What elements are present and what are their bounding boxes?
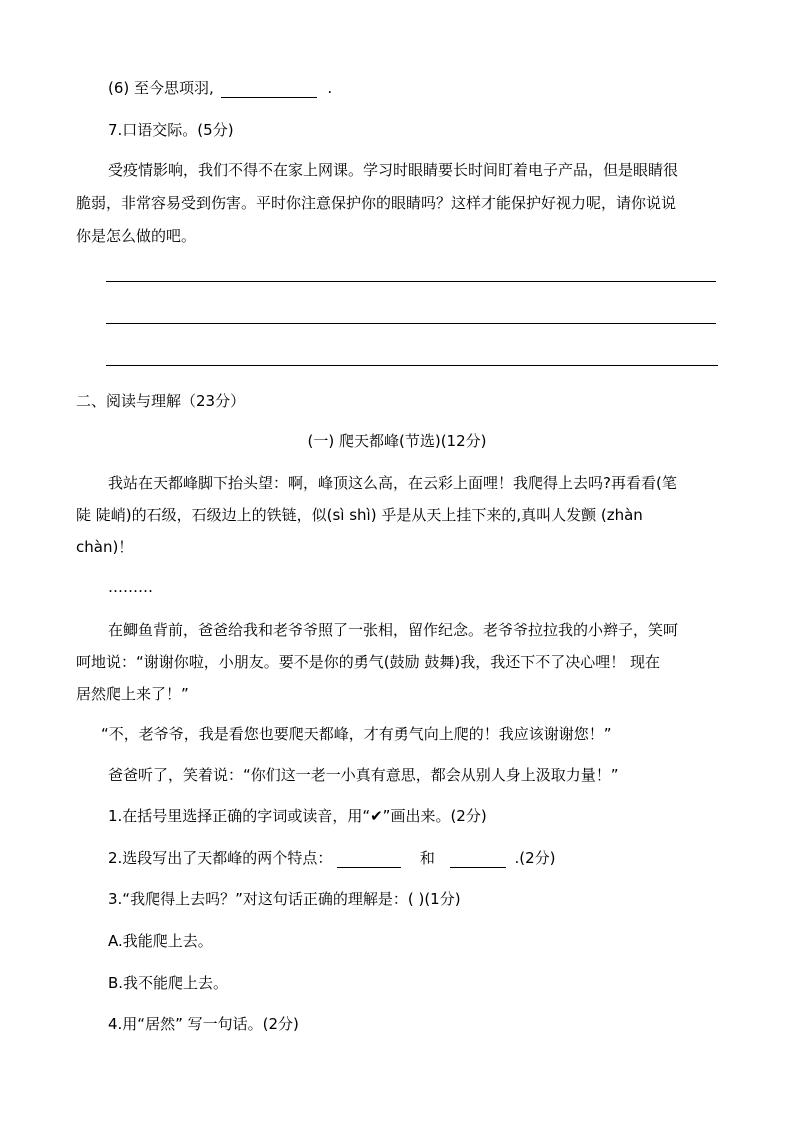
question-3-option-b: B.我不能爬上去。 [108,974,229,992]
question-3: 3.“我爬得上去吗？”对这句话正确的理解是：( )(1分) [108,890,461,908]
question-2-and: 和 [419,849,435,867]
question-1 [108,806,487,826]
passage-p2-line-3: 居然爬上来了！” [76,685,189,703]
passage-p2-line-1: 在鲫鱼背前，爸爸给我和老爷爷照了一张相，留作纪念。老爷爷拉拉我的小辫子，笑呵 [108,621,679,639]
passage-p1-line-2: 陡 陡峭)的石级，石级边上的铁链，似(sì shì) 乎是从天上挂下来的,真叫人发颤 (zhàn [76,506,643,524]
question-1-text-end: ”画出来。(2分) [382,807,487,825]
question-4: 4.用“居然” 写一句话。(2分) [108,1015,299,1033]
passage-p1-line-3: chàn)！ [76,538,134,556]
q6-suffix: . [327,79,333,97]
q6-prefix: (6) 至今思项羽, [108,79,214,97]
question-1-text-start: 1.在括号里选择正确的字词或读音，用“ [108,807,371,825]
passage-p3: “不，老爷爷，我是看您也要爬天都峰，才有勇气向上爬的！我应该谢谢您！” [101,725,612,743]
question-2-score: .(2分) [514,849,556,867]
question-2 [108,848,556,868]
passage-ellipsis: ……… [108,578,153,596]
question-3-option-a: A.我能爬上去。 [108,932,213,950]
q7-answer-line-1[interactable] [106,281,716,282]
q7-heading: 7.口语交际。(5分) [108,121,234,139]
q7-para-line-3: 你是怎么做的吧。 [76,227,197,245]
section2-heading: 二、阅读与理解（23分） [76,392,246,410]
passage-p1-line-1: 我站在天都峰脚下抬头望：啊，峰顶这么高，在云彩上面哩！我爬得上去吗?再看看(笔 [108,474,677,492]
question-2-blank-2[interactable] [450,851,506,868]
passage-p2-line-2: 呵地说：“谢谢你啦，小朋友。要不是你的勇气(鼓励 鼓舞)我，我还下不了决心哩！ 现在 [76,653,661,671]
passage-title: (一) 爬天都峰(节选)(12分) [307,432,487,450]
passage-p4: 爸爸听了，笑着说：“你们这一老一小真有意思，都会从别人身上汲取力量！” [108,766,619,784]
question-2-text: 2.选段写出了天都峰的两个特点： [108,849,333,867]
q6-answer-blank[interactable] [221,81,317,98]
question-2-blank-1[interactable] [337,851,401,868]
q7-answer-line-3[interactable] [106,365,718,366]
check-mark-icon: ✔ [370,807,383,825]
q7-answer-line-2[interactable] [106,323,716,324]
q7-para-line-2: 脆弱，非常容易受到伤害。平时你注意保护你的眼睛吗？这样才能保护好视力呢，请你说说 [76,194,677,212]
q6-line [108,78,332,98]
q7-para-line-1: 受疫情影响，我们不得不在家上网课。学习时眼睛要长时间盯着电子产品，但是眼睛很 [108,161,679,179]
